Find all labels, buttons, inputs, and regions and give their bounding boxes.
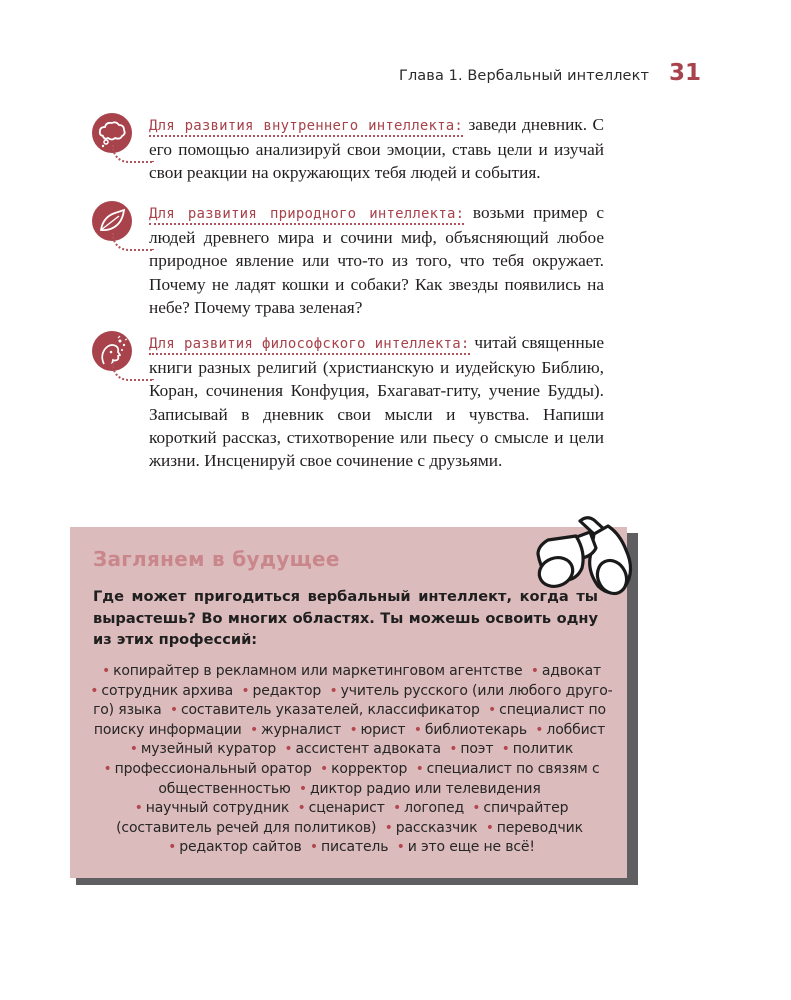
profession-item: рассказчик: [395, 819, 478, 836]
bullet-icon: •: [298, 780, 308, 797]
bullet-icon: •: [530, 663, 539, 679]
profession-item: юрист: [360, 721, 406, 738]
tip-connector: [112, 145, 154, 163]
profession-item: писатель: [321, 839, 389, 856]
profession-item: переводчик: [496, 819, 583, 836]
bullet-icon: •: [309, 839, 319, 856]
tip-heading: Для развития внутреннего интеллекта:: [149, 118, 463, 137]
profession-item: специалист по поиску информации: [93, 702, 606, 738]
bullet-icon: •: [485, 819, 494, 836]
bullet-icon: •: [472, 800, 481, 817]
bullet-icon: •: [103, 760, 112, 777]
bullet-icon: •: [415, 760, 424, 777]
bullet-icon: •: [90, 682, 99, 699]
bullet-icon: •: [101, 663, 111, 679]
bullet-icon: •: [129, 741, 138, 758]
bullet-icon: •: [329, 682, 338, 699]
profession-item: лоббист: [546, 721, 606, 738]
profession-item: специалист по связям с общественностью: [158, 760, 600, 797]
bullet-icon: •: [535, 721, 544, 738]
profession-item: музейный куратор: [140, 741, 277, 758]
profession-item: спичрайтер (составитель речей для политиков): [116, 800, 569, 836]
bullet-icon: •: [284, 741, 293, 758]
profession-item: журналист: [261, 721, 342, 738]
tip-body: заведи дневник. С его помощью анализируй свои эмоции, ставь цели и изучай свои реакции на окружающих тебя людей и события.: [149, 115, 604, 183]
bullet-icon: •: [297, 800, 306, 817]
profession-item: учитель русского (или любого другого) языка: [93, 682, 613, 719]
bullet-icon: •: [249, 721, 259, 738]
future-box-intro: Где может пригодиться вербальный интеллект, когда ты вырастешь? Во многих областях. Ты можешь освоить одну из этих профессий:: [93, 588, 598, 648]
future-box-title: Заглянем в будущее: [93, 547, 340, 571]
bullet-icon: •: [241, 682, 250, 699]
profession-item: и это еще не всё!: [407, 839, 535, 856]
tip-connector: [112, 233, 154, 251]
tip-connector: [112, 363, 154, 381]
binoculars-icon: [532, 514, 638, 614]
bullet-icon: •: [393, 800, 402, 817]
profession-item: политик: [512, 741, 574, 758]
profession-item: редактор сайтов: [179, 839, 302, 856]
tip-text: [149, 331, 604, 472]
bullet-icon: •: [501, 741, 510, 758]
bullet-icon: •: [449, 741, 458, 758]
bullet-icon: •: [168, 839, 177, 856]
profession-item: копирайтер в рекламном или маркетинговом агентстве: [113, 663, 523, 679]
profession-item: редактор: [252, 682, 322, 699]
tip-text: [149, 113, 604, 185]
profession-item: сценарист: [308, 800, 385, 817]
profession-item: ассистент адвоката: [295, 741, 441, 758]
bullet-icon: •: [169, 702, 178, 719]
profession-item: адвокат: [541, 663, 602, 679]
tip-heading: Для развития природного интеллекта:: [149, 206, 464, 225]
tip-heading: Для развития философского интеллекта:: [149, 336, 470, 355]
profession-list: [82, 662, 617, 858]
tip-body: читай священные книги разных религий (христианскую и иудейскую Библию, Коран, сочинения Конфуция, Бхагават-гиту, учение Будды). Записывай в дневник свои мысли и чувства. Напиши короткий рассказ, стихотворение или пьесу о смысле и цели жизни. Инсценируй свое сочинение с друзьями.: [149, 333, 604, 471]
page-number: 31: [669, 60, 702, 86]
profession-item: составитель указателей, классификатор: [180, 702, 480, 719]
profession-item: сотрудник архива: [101, 682, 234, 699]
profession-item: поэт: [460, 741, 494, 758]
profession-item: профессиональный оратор: [114, 760, 312, 777]
profession-item: корректор: [331, 760, 408, 777]
bullet-icon: •: [413, 721, 422, 738]
profession-item: логопед: [404, 800, 464, 817]
bullet-icon: •: [134, 800, 143, 817]
profession-item: библиотекарь: [424, 721, 527, 738]
profession-item: научный сотрудник: [145, 800, 290, 817]
bullet-icon: •: [384, 819, 393, 836]
tip-text: [149, 201, 604, 319]
bullet-icon: •: [349, 721, 358, 738]
bullet-icon: •: [488, 702, 497, 719]
bullet-icon: •: [396, 839, 405, 856]
profession-item: диктор радио или телевидения: [310, 780, 541, 797]
tip-body: возьми пример с людей древнего мира и сочини миф, объясняющий любое природное явление или что-то из того, что тебя окружает. Почему не ладят кошки и собаки? Как звезды появились на небе? Почему трава зеленая?: [149, 203, 604, 317]
running-head-chapter: Глава 1. Вербальный интеллект: [399, 68, 649, 84]
bullet-icon: •: [320, 760, 329, 777]
